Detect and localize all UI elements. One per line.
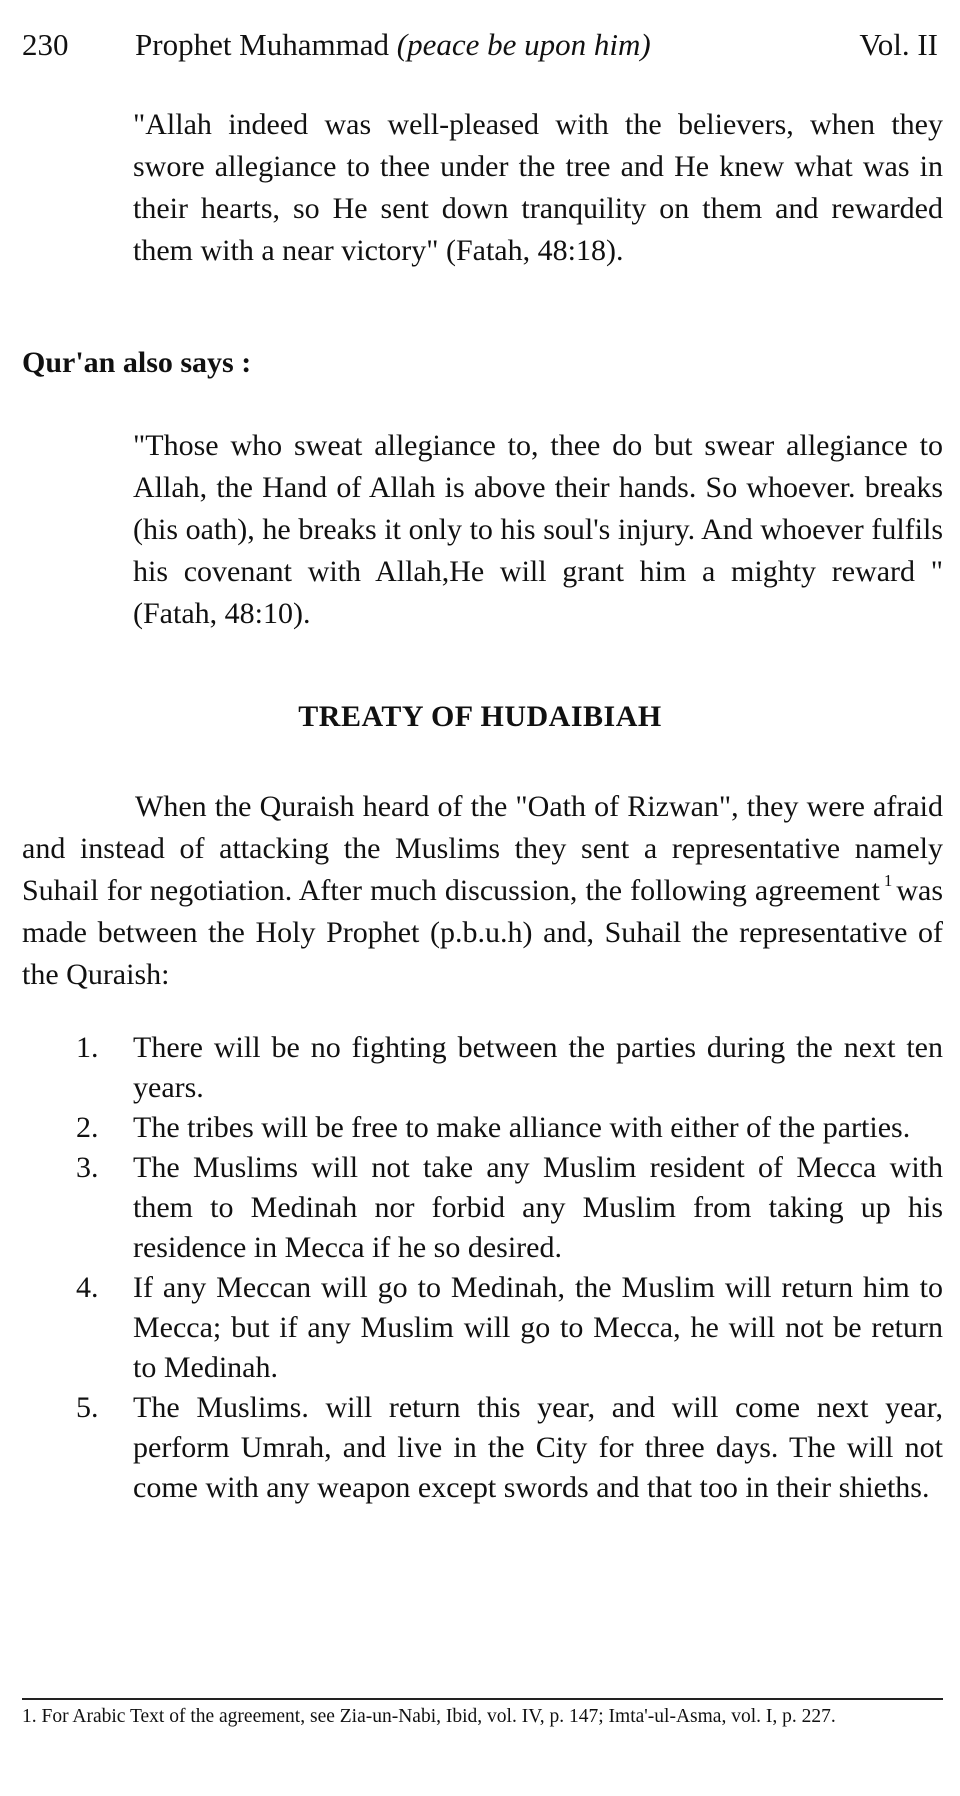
running-title-italic: (peace be upon him) xyxy=(396,27,651,62)
footnote-divider xyxy=(22,1698,943,1700)
list-item-number: 4. xyxy=(76,1271,99,1304)
subheading: Qur'an also says : xyxy=(22,346,252,379)
body-paragraph xyxy=(22,786,943,996)
list-item xyxy=(22,1028,943,1108)
agreement-list xyxy=(22,1028,943,1508)
running-header xyxy=(22,20,938,70)
page-number: 230 xyxy=(22,27,69,62)
quran-quote-48-10: "Those who sweat allegiance to, thee do but swear allegiance to Allah, the Hand of Allah is above their hands. So whoever. breaks (his oath), he breaks it only to his soul's injury. And whoever fulfils his covenant with Allah,He will grant him a mighty reward "(Fatah, 48:10). xyxy=(133,429,943,630)
quran-quote-48-18: "Allah indeed was well-pleased with the believers, when they swore allegiance to thee under the tree and He knew what was in their hearts, so He sent down tranquility on them and rewarded them with a near victory" (Fatah, 48:18). xyxy=(133,108,943,267)
paragraph-text-before: When the Quraish heard of the "Oath of Rizwan", they were afraid and instead of attacking the Muslims they sent a representative namely Suhail for negotiation. After much discussion, the following agreement xyxy=(22,790,943,907)
footnote-reference: 1 xyxy=(883,871,893,890)
list-item-number: 1. xyxy=(76,1031,99,1064)
volume-label: Vol. II xyxy=(859,27,938,62)
footnote: 1. For Arabic Text of the agreement, see Zia-un-Nabi, Ibid, vol. IV, p. 147; Imta'-ul-Asma, vol. I, p. 227. xyxy=(22,1706,836,1727)
list-item-number: 3. xyxy=(76,1151,99,1184)
list-item-text: The tribes will be free to make alliance with either of the parties. xyxy=(133,1111,911,1144)
paragraph-text-after: was made between the Holy Prophet (p.b.u.h) and, Suhail the representative of the Quraish: xyxy=(22,874,943,991)
list-item xyxy=(22,1148,943,1268)
list-item-number: 2. xyxy=(76,1111,99,1144)
list-item-number: 5. xyxy=(76,1391,99,1424)
section-title: TREATY OF HUDAIBIAH xyxy=(298,700,662,733)
list-item xyxy=(22,1108,943,1148)
list-item-text: There will be no fighting between the parties during the next ten years. xyxy=(133,1031,943,1104)
list-item xyxy=(22,1268,943,1388)
running-title-main: Prophet Muhammad xyxy=(135,27,397,62)
list-item-text: If any Meccan will go to Medinah, the Muslim will return him to Mecca; but if any Muslim will go to Mecca, he will not be return to Medinah. xyxy=(133,1271,943,1384)
list-item-text: The Muslims. will return this year, and will come next year, perform Umrah, and live in the City for three days. The will not come with any weapon except swords and that too in their shieths. xyxy=(133,1391,943,1504)
running-title xyxy=(135,20,651,70)
list-item xyxy=(22,1388,943,1508)
list-item-text: The Muslims will not take any Muslim resident of Mecca with them to Medinah nor forbid any Muslim from taking up his residence in Mecca if he so desired. xyxy=(133,1151,943,1264)
